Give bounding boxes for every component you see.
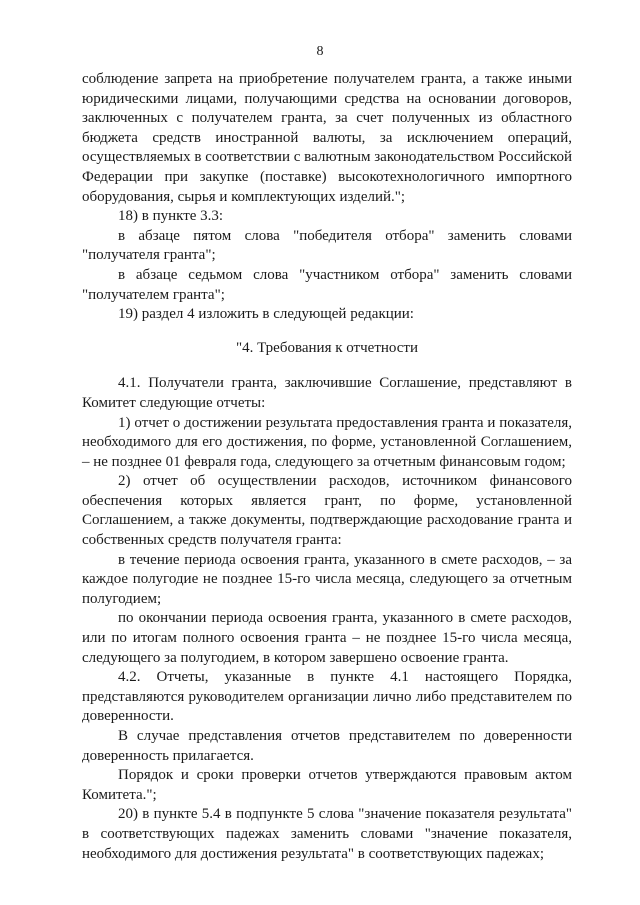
paragraph-4-2: 4.2. Отчеты, указанные в пункте 4.1 настоящего Порядка, представляются руководителем организации лично либо представителем по доверенности. (82, 669, 572, 725)
paragraph-4-1-report-1: 1) отчет о достижении результата предоставления гранта и показателя, необходимого для его достижения, по форме, установленной Соглашением, – не позднее 01 февраля года, следующего за отчетным финансовым годом; (82, 414, 572, 470)
paragraph-report-2-after-period: по окончании периода освоения гранта, указанного в смете расходов, или по итогам полного освоения гранта – не позднее 15-го числа месяца, следующего за полугодием, в котором завершено освоение гранта. (82, 610, 572, 666)
paragraph-report-2-during-period: в течение периода освоения гранта, указанного в смете расходов, – за каждое полугодие не позднее 15-го числа месяца, следующего за отчетным полугодием; (82, 551, 572, 607)
paragraph-foreign-currency-ban: соблюдение запрета на приобретение получателем гранта, а также иными юридическими лицами, получающими средства на основании договоров, заключенных с получателем гранта, за счет полученных из областного бюджета средств иностранной валюты, за исключением операций, осуществляемых в соответствии с валютным законодательством Российской Федерации при закупке (поставке) высокотехнологичного импортного оборудования, сырья и комплектующих изделий."; (82, 71, 572, 205)
paragraph-item-19: 19) раздел 4 изложить в следующей редакции: (118, 306, 414, 323)
paragraph-proxy: В случае представления отчетов представителем по доверенности доверенность прилагается. (82, 728, 572, 764)
paragraph-item-18-fifth-abzac: в абзаце пятом слова "победителя отбора" заменить словами "получателя гранта"; (82, 227, 572, 264)
paragraph-item-18-seventh-abzac: в абзаце седьмом слова "участником отбора" заменить словами "получателем гранта"; (82, 266, 572, 303)
document-body (82, 70, 572, 864)
paragraph-verification: Порядок и сроки проверки отчетов утверждаются правовым актом Комитета."; (82, 767, 572, 803)
section-heading: "4. Требования к отчетности (235, 339, 419, 356)
paragraph-4-1: 4.1. Получатели гранта, заключившие Соглашение, представляют в Комитет следующие отчеты: (82, 375, 572, 411)
page-number: 8 (316, 44, 324, 59)
paragraph-4-1-report-2: 2) отчет об осуществлении расходов, источником финансового обеспечения которых является грант, по форме, установленной Соглашением, а также документы, подтверждающие расходование гранта и собственных средств получателя гранта: (82, 473, 572, 549)
paragraph-item-18: 18) в пункте 3.3: (118, 208, 224, 225)
paragraph-item-20: 20) в пункте 5.4 в подпункте 5 слова "значение показателя результата" в соответствующих падежах заменить словами "значение показателя, необходимого для достижения результата" в соответствующих падежах; (82, 806, 572, 862)
